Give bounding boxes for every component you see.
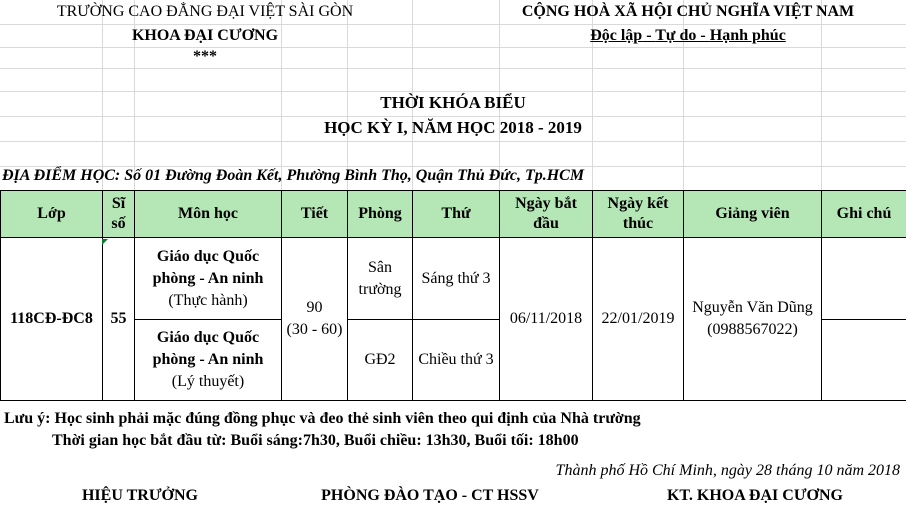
subject-line: Giáo dục Quốc [156, 329, 260, 346]
col-header-monhoc: Môn học [135, 191, 282, 238]
col-header-ngaykt-line: thúc [622, 215, 654, 232]
national-motto [470, 27, 906, 45]
tiet-split: (30 - 60) [286, 321, 343, 338]
cell-thu: Sáng thứ 3 [413, 238, 500, 320]
col-header-siso [103, 191, 135, 238]
col-header-ngaykt-line: Ngày kết [607, 195, 669, 212]
note-line: Thời gian học bắt đầu từ: Buổi sáng:7h30, Buổi chiều: 13h30, Buổi tối: 18h00 [52, 432, 579, 449]
col-header-lop: Lớp [1, 191, 103, 238]
col-header-ngaykt [593, 191, 684, 238]
lecturer-name: Nguyễn Văn Dũng [692, 299, 813, 316]
col-header-phong: Phòng [348, 191, 413, 238]
col-header-ngaybd-line: Ngày bắt [515, 195, 577, 212]
motto-part: Hạnh phúc [709, 27, 786, 44]
note-line: Lưu ý: Học sinh phải mặc đúng đồng phục và đeo thẻ sinh viên theo qui định của Nhà trường [4, 410, 641, 427]
cell-thu: Chiều thứ 3 [413, 320, 500, 401]
location-line: ĐỊA ĐIỂM HỌC: Số 01 Đường Đoàn Kết, Phường Bình Thọ, Quận Thủ Đức, Tp.HCM [2, 167, 585, 184]
subject-line: phòng - An ninh [152, 351, 264, 368]
cell-comment-marker-icon [102, 239, 108, 245]
signature-principal: HIỆU TRƯỞNG [81, 487, 198, 504]
col-header-ghichu: Ghi chú [822, 191, 906, 238]
school-name: TRƯỜNG CAO ĐẲNG ĐẠI VIỆT SÀI GÒN [56, 3, 354, 20]
country-name: CỘNG HOÀ XÃ HỘI CHỦ NGHĨA VIỆT NAM [521, 3, 855, 20]
motto-part: - [642, 27, 656, 44]
signature-training-office: PHÒNG ĐÀO TẠO - CT HSSV [321, 487, 539, 504]
cell-ghichu [822, 238, 906, 320]
lecturer-phone: (0988567022) [707, 321, 798, 338]
col-header-thu: Thứ [413, 191, 500, 238]
cell-monhoc [135, 320, 282, 401]
subject-type: (Lý thuyết) [171, 373, 245, 390]
motto-part: Độc lập [590, 27, 643, 44]
subject-type: (Thực hành) [168, 291, 248, 309]
col-header-tiet: Tiết [282, 191, 348, 238]
gridline [0, 24, 906, 25]
page-title: THỜI KHÓA BIỂU [380, 93, 526, 112]
cell-phong [348, 238, 413, 320]
cell-giang-vien [684, 238, 822, 401]
gridline [0, 68, 906, 69]
cell-ngay-ket-thuc: 22/01/2019 [593, 238, 684, 401]
faculty-name: KHOA ĐẠI CƯƠNG [131, 27, 279, 44]
room-line: Sân [368, 258, 392, 276]
cell-tiet [282, 238, 348, 401]
subject-line: Giáo dục Quốc [156, 247, 260, 265]
motto-part: - [696, 27, 710, 44]
col-header-ngaybd [500, 191, 593, 238]
gridline [0, 116, 906, 117]
motto-part: Tự do [655, 27, 697, 44]
cell-ngay-bat-dau: 06/11/2018 [500, 238, 593, 401]
cell-siso: 55 [103, 238, 135, 401]
date-line: Thành phố Hồ Chí Minh, ngày 28 tháng 10 năm 2018 [555, 462, 900, 479]
signature-faculty: KT. KHOA ĐẠI CƯƠNG [666, 487, 843, 504]
subject-line: phòng - An ninh [152, 269, 264, 287]
gridline [0, 91, 906, 92]
col-header-giangvien: Giảng viên [684, 191, 822, 238]
cell-monhoc [135, 238, 282, 320]
table-row [1, 238, 906, 320]
cell-phong: GĐ2 [348, 320, 413, 401]
cell-lop: 118CĐ-ĐC8 [1, 238, 103, 401]
header-stars: *** [193, 48, 217, 65]
col-header-siso-line: số [111, 215, 126, 232]
col-header-ngaybd-line: đầu [533, 215, 559, 232]
cell-ghichu [822, 320, 906, 401]
room-line: trường [358, 280, 402, 298]
page-subtitle: HỌC KỲ I, NĂM HỌC 2018 - 2019 [324, 118, 582, 137]
tiet-total: 90 [306, 299, 323, 316]
gridline [0, 141, 906, 142]
timetable-table [0, 190, 906, 401]
table-header-row [1, 191, 906, 238]
col-header-siso-line: Sĩ [111, 195, 126, 212]
